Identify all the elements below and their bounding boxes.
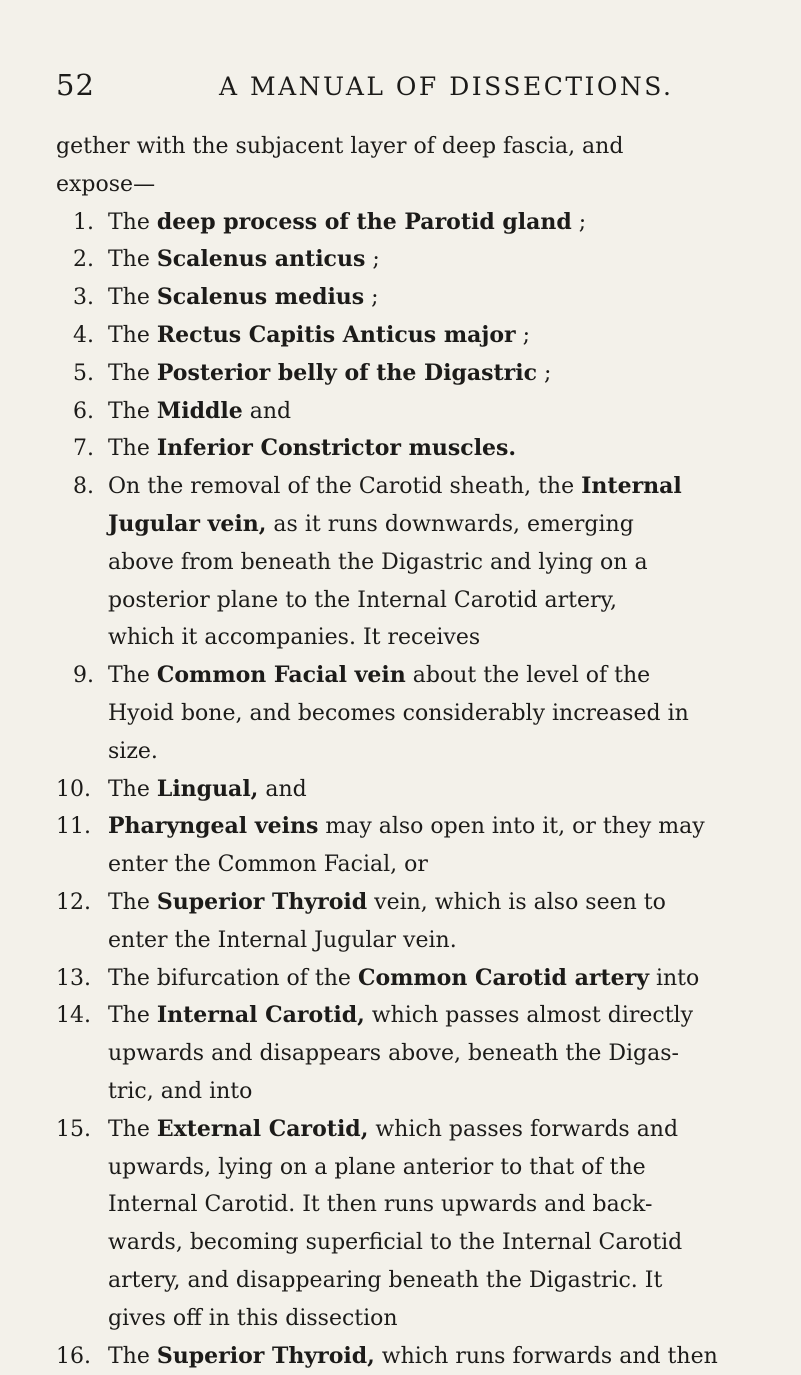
- bold-term: Superior Thyroid: [157, 889, 367, 915]
- list-item: 10. The Lingual, and: [56, 771, 786, 809]
- list-item-continuation: which it accompanies. It receives: [56, 619, 786, 657]
- list-item-continuation: enter the Internal Jugular vein.: [56, 922, 786, 960]
- bold-term: Inferior Constrictor muscles.: [157, 435, 516, 461]
- running-title: A MANUAL OF DISSECTIONS.: [219, 72, 673, 101]
- list-item-continuation: Hyoid bone, and becomes considerably increased in: [56, 695, 786, 733]
- list-item: 1. The deep process of the Parotid gland ;: [56, 204, 786, 242]
- intro-line: gether with the subjacent layer of deep fascia, and: [56, 128, 786, 166]
- list-item-continuation: Internal Carotid. It then runs upwards and back-: [56, 1186, 786, 1224]
- intro-line: expose—: [56, 166, 786, 204]
- item-number: 12.: [56, 884, 91, 922]
- list-item: 2. The Scalenus anticus ;: [56, 241, 786, 279]
- list-item: 14. The Internal Carotid, which passes almost directly: [56, 997, 786, 1035]
- list-item-continuation: wards, becoming superficial to the Internal Carotid: [56, 1224, 786, 1262]
- bold-term: Lingual,: [157, 776, 258, 802]
- item-number: 10.: [56, 771, 91, 809]
- item-number: 4.: [73, 317, 94, 355]
- list-item: 15. The External Carotid, which passes forwards and: [56, 1111, 786, 1149]
- item-number: 11.: [56, 808, 91, 846]
- item-number: 7.: [73, 430, 94, 468]
- list-item: 13. The bifurcation of the Common Carotid artery into: [56, 960, 786, 998]
- bold-term: Internal Carotid,: [157, 1002, 365, 1028]
- bold-term: Common Carotid artery: [358, 965, 649, 991]
- list-item-continuation: upwards and disappears above, beneath the Digas-: [56, 1035, 786, 1073]
- item-number: 2.: [73, 241, 94, 279]
- bold-term: Jugular vein,: [108, 511, 266, 537]
- bold-term: Internal: [581, 473, 682, 499]
- item-number: 14.: [56, 997, 91, 1035]
- list-item-continuation: upwards, lying on a plane anterior to that of the: [56, 1149, 786, 1187]
- list-item: 5. The Posterior belly of the Digastric ;: [56, 355, 786, 393]
- list-item: 12. The Superior Thyroid vein, which is also seen to: [56, 884, 786, 922]
- item-number: 5.: [73, 355, 94, 393]
- dissection-list: [56, 204, 786, 1375]
- item-number: 16.: [56, 1338, 91, 1375]
- list-item: 8. On the removal of the Carotid sheath, the Internal: [56, 468, 786, 506]
- list-item: 4. The Rectus Capitis Anticus major ;: [56, 317, 786, 355]
- list-item: 6. The Middle and: [56, 393, 786, 431]
- list-item: 11. Pharyngeal veins may also open into it, or they may: [56, 808, 786, 846]
- item-number: 1.: [73, 204, 94, 242]
- list-item-continuation: tric, and into: [56, 1073, 786, 1111]
- item-number: 8.: [73, 468, 94, 506]
- item-number: 6.: [73, 393, 94, 431]
- list-item-continuation: artery, and disappearing beneath the Digastric. It: [56, 1262, 786, 1300]
- list-item-continuation: enter the Common Facial, or: [56, 846, 786, 884]
- list-item: 16. The Superior Thyroid, which runs forwards and then: [56, 1338, 786, 1375]
- bold-term: Posterior belly of the Digastric: [157, 360, 537, 386]
- list-item: 3. The Scalenus medius ;: [56, 279, 786, 317]
- item-number: 15.: [56, 1111, 91, 1149]
- list-item-continuation: gives off in this dissection: [56, 1300, 786, 1338]
- item-number: 9.: [73, 657, 94, 695]
- bold-term: Middle: [157, 398, 243, 424]
- item-number: 3.: [73, 279, 94, 317]
- page-number: 52: [56, 68, 95, 102]
- list-item: 7. The Inferior Constrictor muscles.: [56, 430, 786, 468]
- bold-term: External Carotid,: [157, 1116, 369, 1142]
- list-item-continuation: posterior plane to the Internal Carotid artery,: [56, 582, 786, 620]
- bold-term: Pharyngeal veins: [108, 813, 318, 839]
- bold-term: deep process of the Parotid gland: [157, 209, 572, 235]
- bold-term: Scalenus medius: [157, 284, 364, 310]
- bold-term: Superior Thyroid,: [157, 1343, 375, 1369]
- list-item-continuation: Jugular vein, as it runs downwards, emerging: [56, 506, 786, 544]
- body-text: [56, 128, 786, 1375]
- bold-term: Common Facial vein: [157, 662, 406, 688]
- bold-term: Scalenus anticus: [157, 246, 365, 272]
- list-item-continuation: above from beneath the Digastric and lying on a: [56, 544, 786, 582]
- page-header: [56, 68, 776, 108]
- item-number: 13.: [56, 960, 91, 998]
- bold-term: Rectus Capitis Anticus major: [157, 322, 516, 348]
- list-item: 9. The Common Facial vein about the level of the: [56, 657, 786, 695]
- list-item-continuation: size.: [56, 733, 786, 771]
